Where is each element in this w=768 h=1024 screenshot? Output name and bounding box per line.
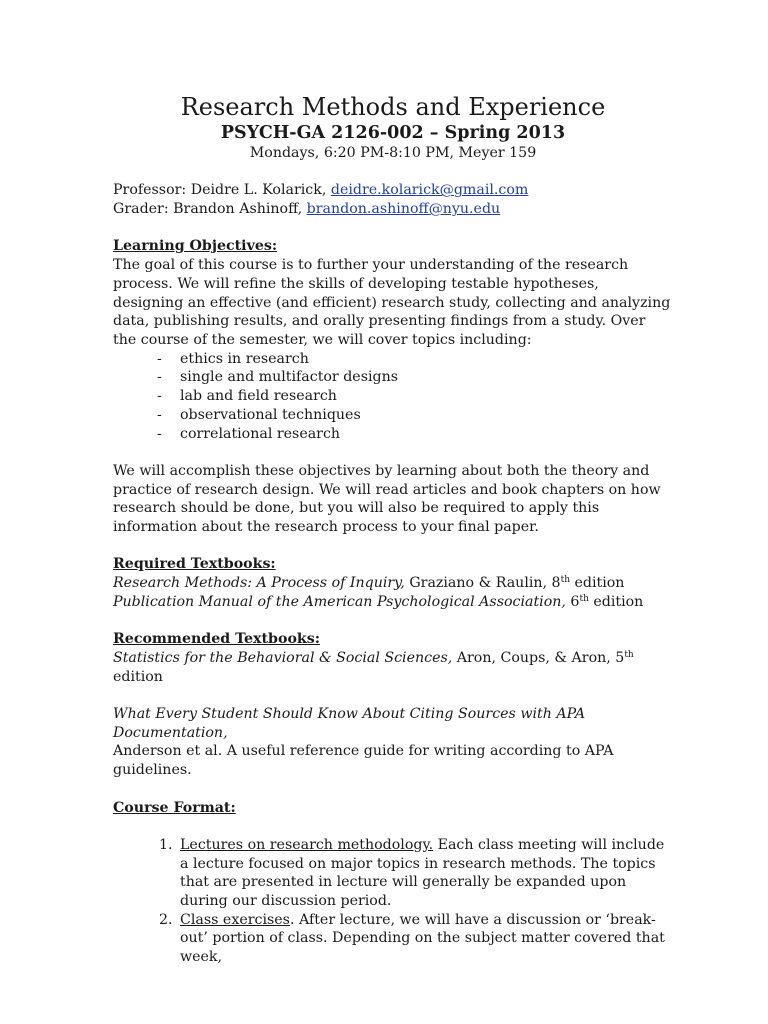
ordinal-suffix: th [624, 649, 634, 660]
list-item: - observational techniques [113, 406, 673, 425]
required-textbooks-heading: Required Textbooks: [113, 556, 276, 573]
professor-label: Professor: Deidre L. Kolarick, [113, 182, 331, 199]
learning-objectives-heading: Learning Objectives: [113, 238, 278, 255]
grader-email-link[interactable]: brandon.ashinoff@nyu.edu [306, 201, 501, 218]
grader-label: Grader: Brandon Ashinoff, [113, 201, 307, 218]
objectives-intro: The goal of this course is to further your understanding of the research process. We will refine the skills of developing testable hypotheses, designing an effective (and efficient) research study, collecting and analyzing data, publishing results, and orally presenting findings from a study. Over the course of the semester, we will cover topics including: [113, 257, 671, 348]
list-item: - ethics in research [113, 350, 673, 369]
list-item: - single and multifactor designs [113, 368, 673, 387]
ordinal-suffix: th [560, 575, 570, 586]
course-code: PSYCH-GA 2126-002 – Spring 2013 [220, 123, 566, 143]
book-details: 6 [565, 593, 580, 610]
book-title: Statistics for the Behavioral & Social Sciences, [113, 649, 453, 666]
class-schedule: Mondays, 6:20 PM-8:10 PM, Meyer 159 [249, 145, 537, 161]
page-title: Research Methods and Experience [180, 93, 606, 121]
objectives-closing: We will accomplish these objectives by learning about both the theory and practice of research design. We will read articles and book chapters on how research should be done, but you will also be required to apply this information about the research process to your final paper. [113, 462, 661, 536]
book-details: Anderson et al. A useful reference guide for writing according to APA guidelines. [113, 743, 614, 779]
list-item [113, 911, 673, 967]
list-item [113, 836, 673, 911]
book-details: Graziano & Raulin, 8 [404, 575, 561, 592]
course-format-heading: Course Format: [113, 799, 236, 816]
required-book-2 [113, 593, 673, 612]
topics-list [113, 350, 673, 444]
book-title: Publication Manual of the American Psychological Association, [113, 593, 566, 610]
recommended-book-2 [113, 705, 673, 780]
format-list [113, 836, 673, 967]
book-edition: edition [588, 593, 644, 610]
list-item: - correlational research [113, 425, 673, 444]
book-edition: edition [570, 575, 625, 592]
book-details: Aron, Coups, & Aron, 5 [452, 649, 625, 666]
item-number: 1. [159, 836, 173, 853]
book-edition: edition [113, 668, 163, 685]
item-text: . After lecture, we will have a discussion or ‘break-out’ portion of class. Depending on the subject matter covered that week, [180, 911, 665, 966]
book-title: Research Methods [113, 575, 248, 592]
item-number: 2. [159, 911, 173, 928]
ordinal-suffix: th [579, 593, 589, 604]
grader-line [113, 200, 673, 219]
item-label: Class exercises [180, 911, 290, 928]
recommended-textbooks-heading: Recommended Textbooks: [113, 631, 320, 648]
book-title: What Every Student Should Know About Citing Sources with APA Documentation, [113, 706, 586, 741]
recommended-book-1 [113, 649, 673, 686]
required-book-1 [113, 574, 673, 593]
item-label: Lectures on research methodology. [180, 836, 434, 853]
professor-line [113, 181, 673, 200]
list-item: - lab and field research [113, 387, 673, 406]
professor-email-link[interactable]: deidre.kolarick@gmail.com [330, 182, 529, 199]
item-text: Each class meeting will include a lecture focused on major topics in research methods. The topics that are presented in lecture will generally be expanded upon during our discussion period. [180, 836, 665, 909]
syllabus-page [113, 92, 673, 967]
book-subtitle: : A Process of Inquiry, [247, 575, 405, 592]
